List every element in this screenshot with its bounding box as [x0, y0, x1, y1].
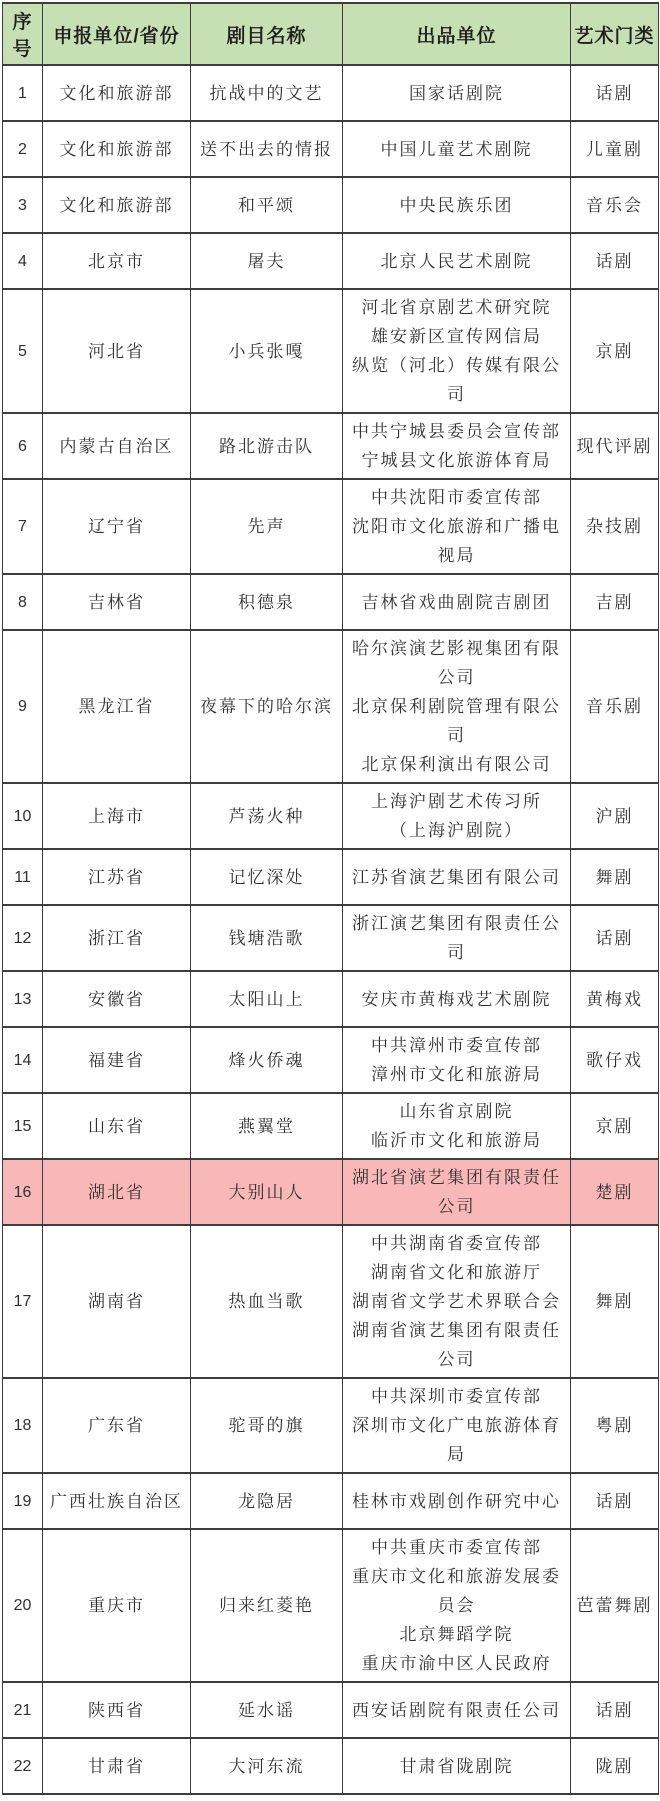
column-header-index: 序号: [3, 3, 43, 65]
cell-title: 芦荡火种: [191, 783, 343, 849]
cell-category: 京剧: [571, 1093, 659, 1159]
cell-producer: [343, 971, 571, 1027]
producer-line: 甘肃省陇剧院: [399, 1756, 514, 1776]
table-row: [3, 1682, 659, 1738]
cell-category: 歌仔戏: [571, 1027, 659, 1093]
cell-unit: 福建省: [43, 1027, 191, 1093]
table-row: [3, 65, 659, 121]
table-row: [3, 413, 659, 479]
cell-category: 楚剧: [571, 1159, 659, 1225]
cell-unit: 甘肃省: [43, 1738, 191, 1794]
producer-line: 漳州市文化和旅游局: [371, 1065, 542, 1084]
producer-line: 临沂市文化和旅游局: [371, 1131, 542, 1150]
cell-producer: [343, 849, 571, 905]
header-row: [3, 3, 659, 65]
cell-index: 4: [3, 233, 43, 289]
cell-producer: [343, 1093, 571, 1159]
cell-category: 现代评剧: [571, 413, 659, 479]
cell-index: 22: [3, 1738, 43, 1794]
table-row: [3, 630, 659, 783]
cell-index: 11: [3, 849, 43, 905]
cell-category: 音乐会: [571, 177, 659, 233]
column-header-unit: 申报单位/省份: [43, 3, 191, 65]
cell-title: 钱塘浩歌: [191, 905, 343, 971]
producer-line: 北京人民艺术剧院: [380, 251, 533, 271]
producer-line: 中共湖南省委宣传部: [371, 1234, 542, 1253]
cell-index: 6: [3, 413, 43, 479]
cell-index: 20: [3, 1529, 43, 1682]
cell-title: 夜幕下的哈尔滨: [191, 630, 343, 783]
cell-index: 15: [3, 1093, 43, 1159]
producer-line: 湖北省演艺集团有限责任公司: [352, 1168, 561, 1216]
cell-category: 黄梅戏: [571, 971, 659, 1027]
cell-category: 粤剧: [571, 1378, 659, 1473]
cell-category: 杂技剧: [571, 479, 659, 574]
cell-unit: 内蒙古自治区: [43, 413, 191, 479]
producer-line: 国家话剧院: [409, 83, 504, 103]
producer-line: 中国儿童艺术剧院: [380, 139, 533, 159]
plays-table: [2, 2, 659, 1795]
cell-index: 3: [3, 177, 43, 233]
cell-category: 话剧: [571, 905, 659, 971]
producer-line: 沈阳市文化旅游和广播电视局: [352, 517, 561, 565]
cell-unit: 陕西省: [43, 1682, 191, 1738]
cell-index: 19: [3, 1473, 43, 1529]
table-row: [3, 289, 659, 413]
cell-title: 大别山人: [191, 1159, 343, 1225]
table-row: [3, 121, 659, 177]
cell-unit: 河北省: [43, 289, 191, 413]
cell-producer: [343, 289, 571, 413]
cell-title: 送不出去的情报: [191, 121, 343, 177]
cell-producer: [343, 574, 571, 630]
column-header-producer: 出品单位: [343, 3, 571, 65]
cell-title: 驼哥的旗: [191, 1378, 343, 1473]
cell-title: 和平颂: [191, 177, 343, 233]
producer-line: 纵览（河北）传媒有限公司: [352, 356, 561, 404]
cell-category: 沪剧: [571, 783, 659, 849]
cell-producer: [343, 1378, 571, 1473]
producer-line: 北京保利剧院管理有限公司: [352, 697, 561, 745]
cell-producer: [343, 1027, 571, 1093]
cell-title: 太阳山上: [191, 971, 343, 1027]
cell-category: 舞剧: [571, 1225, 659, 1378]
cell-title: 归来红菱艳: [191, 1529, 343, 1682]
producer-line: 浙江演艺集团有限责任公司: [352, 914, 561, 962]
cell-index: 2: [3, 121, 43, 177]
cell-unit: 黑龙江省: [43, 630, 191, 783]
cell-index: 13: [3, 971, 43, 1027]
cell-category: 儿童剧: [571, 121, 659, 177]
cell-unit: 湖北省: [43, 1159, 191, 1225]
producer-line: 中共漳州市委宣传部: [371, 1036, 542, 1055]
cell-unit: 广西壮族自治区: [43, 1473, 191, 1529]
cell-index: 18: [3, 1378, 43, 1473]
cell-title: 先声: [191, 479, 343, 574]
producer-line: 北京舞蹈学院: [399, 1625, 514, 1644]
cell-unit: 文化和旅游部: [43, 65, 191, 121]
producer-line: 上海沪剧艺术传习所: [371, 792, 542, 811]
producer-line: 中央民族乐团: [399, 195, 514, 215]
cell-producer: [343, 1473, 571, 1529]
table-row: [3, 1529, 659, 1682]
cell-index: 10: [3, 783, 43, 849]
column-header-category: 艺术门类: [571, 3, 659, 65]
table-row: [3, 971, 659, 1027]
producer-line: 湖南省文化和旅游厅: [371, 1263, 542, 1282]
cell-index: 21: [3, 1682, 43, 1738]
cell-category: 舞剧: [571, 849, 659, 905]
producer-line: 西安话剧院有限责任公司: [352, 1700, 561, 1720]
cell-category: 话剧: [571, 1682, 659, 1738]
cell-index: 16: [3, 1159, 43, 1225]
cell-index: 5: [3, 289, 43, 413]
cell-unit: 重庆市: [43, 1529, 191, 1682]
cell-unit: 江苏省: [43, 849, 191, 905]
cell-unit: 山东省: [43, 1093, 191, 1159]
cell-index: 12: [3, 905, 43, 971]
cell-unit: 上海市: [43, 783, 191, 849]
cell-category: 话剧: [571, 233, 659, 289]
cell-producer: [343, 65, 571, 121]
table-row: [3, 479, 659, 574]
producer-line: 吉林省戏曲剧院吉剧团: [361, 592, 552, 612]
producer-line: 桂林市戏剧创作研究中心: [352, 1491, 561, 1511]
producer-line: 中共宁城县委员会宣传部: [352, 422, 561, 441]
producer-line: 湖南省演艺集团有限责任公司: [352, 1321, 561, 1369]
cell-producer: [343, 121, 571, 177]
cell-producer: [343, 1159, 571, 1225]
cell-producer: [343, 413, 571, 479]
cell-index: 14: [3, 1027, 43, 1093]
producer-line: 河北省京剧艺术研究院: [361, 298, 552, 317]
cell-producer: [343, 783, 571, 849]
producer-line: 中共重庆市委宣传部: [371, 1538, 542, 1557]
cell-category: 话剧: [571, 65, 659, 121]
cell-title: 烽火侨魂: [191, 1027, 343, 1093]
cell-title: 记忆深处: [191, 849, 343, 905]
table-row: [3, 849, 659, 905]
cell-producer: [343, 630, 571, 783]
cell-index: 9: [3, 630, 43, 783]
cell-category: 京剧: [571, 289, 659, 413]
producer-line: 重庆市渝中区人民政府: [361, 1654, 552, 1673]
cell-producer: [343, 1529, 571, 1682]
cell-category: 音乐剧: [571, 630, 659, 783]
producer-line: （上海沪剧院）: [390, 821, 523, 840]
cell-title: 抗战中的文艺: [191, 65, 343, 121]
cell-producer: [343, 1225, 571, 1378]
table-row: [3, 1027, 659, 1093]
cell-category: 陇剧: [571, 1738, 659, 1794]
table-row: [3, 177, 659, 233]
cell-producer: [343, 1682, 571, 1738]
cell-title: 屠夫: [191, 233, 343, 289]
cell-title: 热血当歌: [191, 1225, 343, 1378]
cell-category: 芭蕾舞剧: [571, 1529, 659, 1682]
table-row: [3, 1738, 659, 1794]
cell-title: 路北游击队: [191, 413, 343, 479]
producer-line: 深圳市文化广电旅游体育局: [352, 1416, 561, 1464]
cell-producer: [343, 233, 571, 289]
table-row: [3, 783, 659, 849]
producer-line: 江苏省演艺集团有限公司: [352, 867, 561, 887]
producer-line: 重庆市文化和旅游发展委员会: [352, 1567, 561, 1615]
producer-line: 安庆市黄梅戏艺术剧院: [361, 989, 552, 1009]
cell-title: 龙隐居: [191, 1473, 343, 1529]
table-row: [3, 1093, 659, 1159]
producer-line: 中共沈阳市委宣传部: [371, 488, 542, 507]
cell-producer: [343, 177, 571, 233]
cell-unit: 吉林省: [43, 574, 191, 630]
cell-title: 延水谣: [191, 1682, 343, 1738]
cell-producer: [343, 905, 571, 971]
cell-title: 积德泉: [191, 574, 343, 630]
cell-unit: 辽宁省: [43, 479, 191, 574]
table-row: [3, 233, 659, 289]
table-row: [3, 1159, 659, 1225]
table-row: [3, 905, 659, 971]
table-row: [3, 1473, 659, 1529]
column-header-title: 剧目名称: [191, 3, 343, 65]
cell-unit: 湖南省: [43, 1225, 191, 1378]
cell-category: 吉剧: [571, 574, 659, 630]
cell-unit: 广东省: [43, 1378, 191, 1473]
producer-line: 山东省京剧院: [399, 1102, 514, 1121]
cell-title: 大河东流: [191, 1738, 343, 1794]
cell-title: 燕翼堂: [191, 1093, 343, 1159]
table-header: [3, 3, 659, 65]
cell-unit: 北京市: [43, 233, 191, 289]
cell-category: 话剧: [571, 1473, 659, 1529]
cell-unit: 浙江省: [43, 905, 191, 971]
producer-line: 中共深圳市委宣传部: [371, 1387, 542, 1406]
cell-producer: [343, 1738, 571, 1794]
table-row: [3, 1378, 659, 1473]
cell-producer: [343, 479, 571, 574]
cell-unit: 文化和旅游部: [43, 177, 191, 233]
table-row: [3, 574, 659, 630]
producer-line: 雄安新区宣传网信局: [371, 327, 542, 346]
producer-line: 宁城县文化旅游体育局: [361, 451, 552, 470]
cell-index: 7: [3, 479, 43, 574]
cell-title: 小兵张嘎: [191, 289, 343, 413]
table-body: [3, 65, 659, 1794]
producer-line: 哈尔滨演艺影视集团有限公司: [352, 639, 561, 687]
cell-index: 8: [3, 574, 43, 630]
cell-index: 1: [3, 65, 43, 121]
table-row: [3, 1225, 659, 1378]
cell-index: 17: [3, 1225, 43, 1378]
producer-line: 湖南省文学艺术界联合会: [352, 1292, 561, 1311]
producer-line: 北京保利演出有限公司: [361, 755, 552, 774]
cell-unit: 安徽省: [43, 971, 191, 1027]
cell-unit: 文化和旅游部: [43, 121, 191, 177]
